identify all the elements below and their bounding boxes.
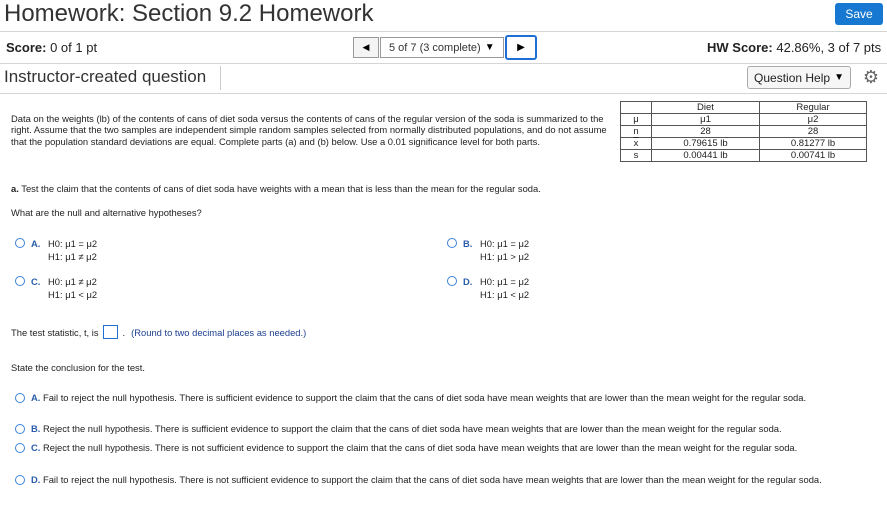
- option-a-hypotheses: [48, 237, 97, 263]
- conclusion-a-text: Fail to reject the null hypothesis. There is sufficient evidence to support the claim that the cans of diet soda have mean weights that are lower than the mean weight for the regular soda.: [42, 392, 807, 403]
- triangle-down-icon: ▼: [834, 72, 844, 83]
- table-cell: s: [621, 150, 652, 162]
- question-help-label: Question Help: [754, 70, 831, 85]
- question-type-title: Instructor-created question: [4, 67, 207, 86]
- page-title: Homework: Section 9.2 Homework: [4, 0, 374, 27]
- next-question-button[interactable]: [505, 35, 537, 60]
- table-row: [621, 102, 867, 114]
- conclusion-b-text: Reject the null hypothesis. There is sufficient evidence to support the claim that the cans of diet soda have mean weights that are lower than the mean weight for the regular soda.: [42, 423, 782, 434]
- table-cell: n: [621, 126, 652, 138]
- question-selector-label: 5 of 7 (3 complete): [389, 41, 481, 54]
- table-header-cell: Diet: [652, 102, 760, 114]
- conclusion-c: [31, 442, 871, 454]
- conclusion-c-radio[interactable]: [15, 443, 25, 453]
- data-table: [620, 101, 867, 162]
- test-statistic-prefix: The test statistic, t, is: [11, 326, 99, 338]
- question-help-button[interactable]: [747, 66, 851, 89]
- previous-question-button[interactable]: [353, 37, 379, 58]
- triangle-left-icon: ◀: [362, 42, 370, 52]
- triangle-down-icon: ▼: [484, 42, 495, 53]
- divider: [220, 66, 221, 90]
- option-d-hypotheses: [480, 275, 529, 301]
- conclusion-c-text: Reject the null hypothesis. There is not sufficient evidence to support the claim that the cans of diet soda have mean weights that are lower than the mean weight for the regular soda.: [42, 442, 798, 453]
- conclusion-a-radio[interactable]: [15, 393, 25, 403]
- hw-score-display: [707, 40, 881, 55]
- conclusion-c-letter: C.: [31, 442, 41, 453]
- table-cell: 0.00741 lb: [760, 150, 867, 162]
- conclusion-d: [31, 474, 861, 486]
- test-statistic-row: [11, 325, 306, 339]
- table-row: [621, 138, 867, 150]
- gear-icon[interactable]: ⚙: [862, 66, 880, 87]
- conclusion-a: [31, 392, 871, 404]
- score-value: 0 of 1 pt: [50, 40, 98, 55]
- table-cell: μ: [621, 114, 652, 126]
- conclusion-d-letter: D.: [31, 474, 41, 485]
- option-d-radio[interactable]: [447, 276, 457, 286]
- option-d-h1: H1: μ1 < μ2: [480, 289, 530, 300]
- divider: [0, 63, 887, 64]
- table-row: [621, 126, 867, 138]
- hw-score-label: HW Score:: [707, 40, 773, 55]
- conclusion-a-letter: A.: [31, 392, 41, 403]
- option-a-h1: H1: μ1 ≠ μ2: [48, 251, 97, 262]
- hypotheses-question: What are the null and alternative hypotheses?: [11, 207, 202, 218]
- option-c-h0: H0: μ1 ≠ μ2: [48, 276, 97, 287]
- option-b-letter: B.: [463, 238, 473, 249]
- rounding-hint: (Round to two decimal places as needed.): [131, 326, 307, 338]
- option-c-h1: H1: μ1 < μ2: [48, 289, 98, 300]
- triangle-right-icon: ▶: [517, 42, 525, 53]
- question-selector[interactable]: [380, 37, 504, 58]
- conclusion-question: State the conclusion for the test.: [11, 362, 145, 373]
- conclusion-b: [31, 423, 881, 435]
- option-a-radio[interactable]: [15, 238, 25, 248]
- table-cell: 28: [652, 126, 760, 138]
- table-cell: μ2: [760, 114, 867, 126]
- table-cell: μ1: [652, 114, 760, 126]
- part-a-text: Test the claim that the contents of cans of diet soda have weights with a mean that is less than the mean for the regular soda.: [21, 183, 541, 194]
- table-header-cell: Regular: [760, 102, 867, 114]
- table-cell: 28: [760, 126, 867, 138]
- option-c-hypotheses: [48, 275, 97, 301]
- option-a-h0: H0: μ1 = μ2: [48, 238, 98, 249]
- divider: [0, 31, 887, 32]
- conclusion-b-letter: B.: [31, 423, 41, 434]
- test-statistic-suffix: .: [122, 326, 126, 338]
- table-row: [621, 114, 867, 126]
- option-b-h1: H1: μ1 > μ2: [480, 251, 530, 262]
- test-statistic-input[interactable]: [103, 325, 118, 339]
- option-c-radio[interactable]: [15, 276, 25, 286]
- table-cell: $\overline{x}$: [621, 138, 652, 150]
- part-a-label: a.: [11, 183, 19, 194]
- part-a-prompt: [11, 183, 541, 194]
- option-b-hypotheses: [480, 237, 529, 263]
- option-a-letter: A.: [31, 238, 41, 249]
- problem-statement: Data on the weights (lb) of the contents of cans of diet soda versus the contents of cans of the regular version of the soda is summarized to the right. Assume that the two samples are independent simple random samples selected from normally distributed populations, and do not assume that the population standard deviations are equal. Complete parts (a) and (b) below. Use a 0.01 significance level for both parts.: [11, 113, 607, 147]
- save-button[interactable]: Save: [835, 3, 883, 25]
- score-display: [6, 40, 97, 55]
- option-b-radio[interactable]: [447, 238, 457, 248]
- table-cell: 0.00441 lb: [652, 150, 760, 162]
- table-row: [621, 150, 867, 162]
- option-d-letter: D.: [463, 276, 473, 287]
- hw-score-value: 42.86%, 3 of 7 pts: [776, 40, 882, 55]
- option-d-h0: H0: μ1 = μ2: [480, 276, 530, 287]
- table-cell: 0.79615 lb: [652, 138, 760, 150]
- table-cell: 0.81277 lb: [760, 138, 867, 150]
- option-b-h0: H0: μ1 = μ2: [480, 238, 530, 249]
- divider: [0, 93, 887, 94]
- table-header-cell: [621, 102, 652, 114]
- conclusion-d-radio[interactable]: [15, 475, 25, 485]
- conclusion-b-radio[interactable]: [15, 424, 25, 434]
- score-label: Score:: [6, 40, 47, 55]
- conclusion-d-text: Fail to reject the null hypothesis. There is not sufficient evidence to support the claim that the cans of diet soda have mean weights that are lower than the mean weight for the regular soda.: [42, 474, 822, 485]
- option-c-letter: C.: [31, 276, 41, 287]
